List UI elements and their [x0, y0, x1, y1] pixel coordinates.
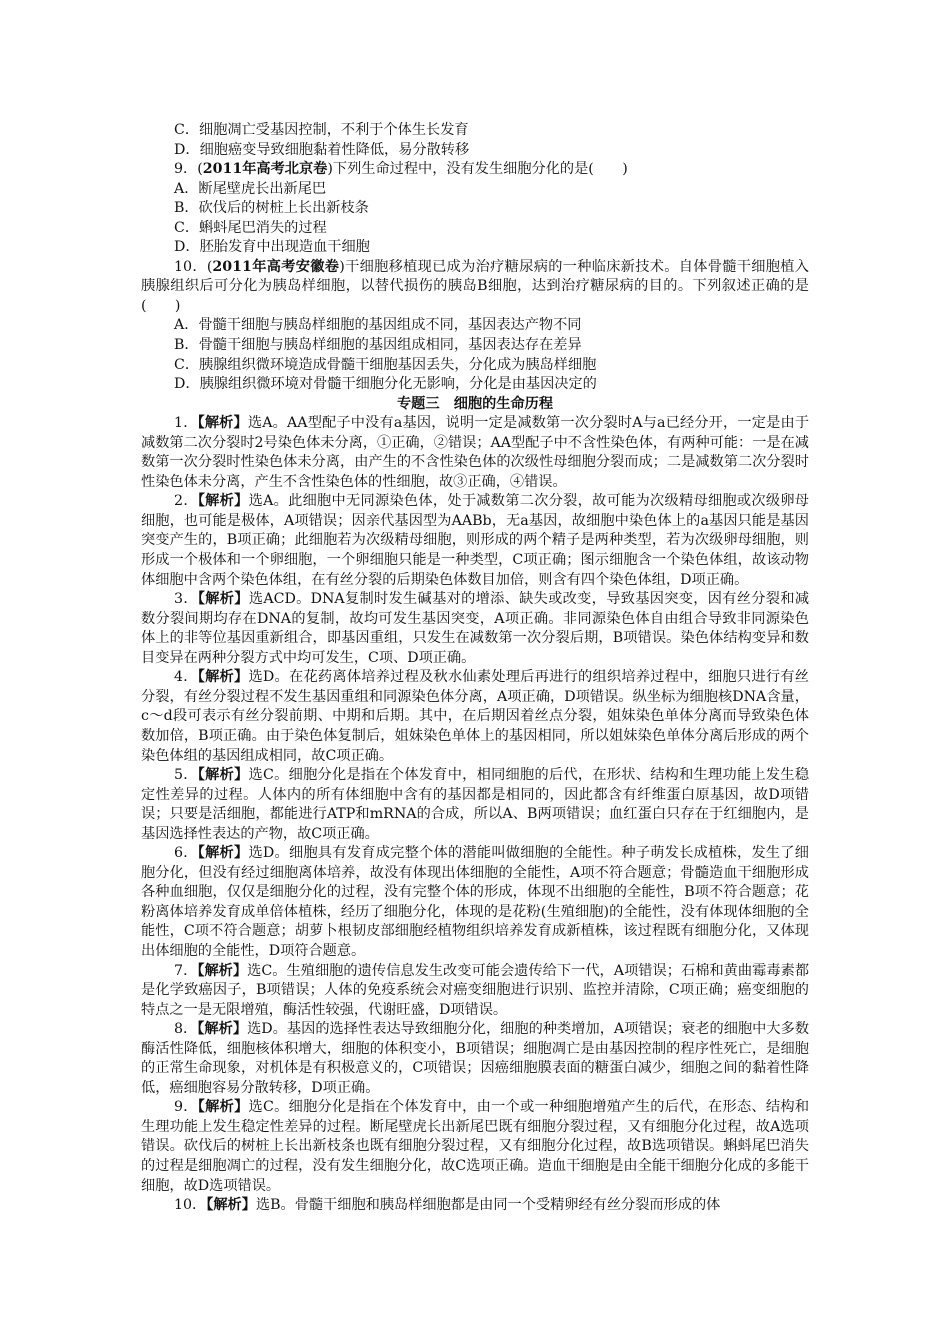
answer-10 — [141, 1196, 809, 1216]
answer-text: 选D。基因的选择性表达导致细胞分化，细胞的种类增加，A项错误；衰老的细胞中大多数酶活性降低，细胞核体积增大，细胞的体积变小，B项错误；细胞凋亡是由基因控制的程序性死亡，是细胞的正常生命现象，对机体是有积极意义的，C项错误；因癌细胞膜表面的糖蛋白减少，细胞之间的黏着性降低，癌细胞容易分散转移，D项正确。 — [141, 1021, 810, 1096]
q9-pre: 9．( — [174, 161, 203, 178]
q9-option-a: A．断尾壁虎长出新尾巴 — [174, 180, 327, 197]
question-9-stem — [141, 160, 809, 180]
answer-5 — [141, 766, 809, 844]
answer-text: 选A。此细胞中无同源染色体，处于减数第二次分裂，故可能为次级精母细胞或次级卵母细胞，也可能是极体，A项错误；因亲代基因型为AABb，无a基因，故细胞中染色体上的a基因只能是基因突变产生的，B项正确；此细胞若为次级精母细胞，则形成的两个精子是两种类型，若为次级卵母细胞，则形成一个极体和一个卵细胞，一个卵细胞只能是一种类型，C项正确；图示细胞含一个染色体组，故该动物体细胞中含两个染色体组，在有丝分裂的后期染色体数目加倍，则含有四个染色体组，D项正确。 — [141, 493, 809, 588]
analysis-label: 【解析】 — [206, 1197, 256, 1214]
answer-number: 2． — [174, 493, 198, 510]
analysis-label: 【解析】 — [197, 767, 249, 784]
document-page — [141, 121, 809, 1216]
q8-option-d: D．细胞癌变导致细胞黏着性降低，易分散转移 — [174, 141, 470, 158]
answer-4 — [141, 668, 809, 766]
answer-text: 选C。细胞分化是指在个体发育中，相同细胞的后代，在形状、结构和生理功能上发生稳定性差异的过程。人体内的所有体细胞中含有的基因都是相同的，因此都含有纤维蛋白原基因，故D项错误；只要是活细胞，都能进行ATP和mRNA的合成，所以A、B两项错误；血红蛋白只存在于红细胞内，是基因选择性表达的产物，故C项正确。 — [141, 767, 810, 842]
q10-option-a: A．骨髓干细胞与胰岛样细胞的基因组成不同，基因表达产物不同 — [174, 317, 582, 334]
answer-1 — [141, 414, 809, 492]
answer-number: 6． — [174, 845, 198, 862]
answer-number: 1． — [174, 415, 198, 432]
analysis-label: 【解析】 — [197, 415, 248, 432]
q9-source: 2011年高考北京卷 — [202, 161, 328, 178]
answer-text: 选D。在花药离体培养过程及秋水仙素处理后再进行的组织培养过程中，细胞只进行有丝分裂，有丝分裂过程不发生基因重组和同源染色体分离，A项正确，D项错误。纵坐标为细胞核DNA含量，c～d段可表示有丝分裂前期、中期和后期。其中，在后期因着丝点分裂，姐妹染色单体分离而导致染色体数加倍，B项正确。由于染色体复制后，姐妹染色单体上的基因相同，所以姐妹染色单体分离后形成的两个染色体组的基因组成相同，故C项正确。 — [141, 669, 809, 764]
analysis-label: 【解析】 — [197, 1099, 249, 1116]
answer-number: 9． — [174, 1099, 198, 1116]
answer-3 — [141, 590, 809, 668]
answer-6 — [141, 844, 809, 961]
q10-option-b: B．骨髓干细胞与胰岛样细胞的基因组成相同，基因表达存在差异 — [174, 337, 582, 354]
answer-text: 选C。细胞分化是指在个体发育中，由一个或一种细胞增殖产生的后代，在形态、结构和生理功能上发生稳定性差异的过程。断尾壁虎长出新尾巴既有细胞分裂过程，又有细胞分化过程，故A选项错误。砍伐后的树桩上长出新枝条也既有细胞分裂过程，又有细胞分化过程，故B选项错误。蝌蚪尾巴消失的过程是细胞凋亡的过程，没有发生细胞分化，故C选项正确。造血干细胞是由全能干细胞分化成的多能干细胞，故D选项错误。 — [141, 1099, 810, 1194]
q10-post: )干细胞移植现已成为治疗糖尿病的一种临床新技术。自体骨髓干细胞植入胰腺组织后可分化为胰岛样细胞，以替代损伤的胰岛B细胞，达到治疗糖尿病的目的。下列叙述正确的是( ) — [141, 258, 809, 314]
answer-number: 4． — [174, 669, 198, 686]
answer-text: 选B。骨髓干细胞和胰岛样细胞都是由同一个受精卵经有丝分裂而形成的体 — [255, 1197, 721, 1214]
analysis-label: 【解析】 — [197, 845, 249, 862]
answer-9 — [141, 1098, 809, 1196]
analysis-label: 【解析】 — [197, 493, 249, 510]
q10-option-c: C．胰腺组织微环境造成骨髓干细胞基因丢失，分化成为胰岛样细胞 — [174, 356, 597, 373]
answer-7 — [141, 962, 809, 1021]
answer-number: 8． — [174, 1021, 198, 1038]
answer-text: 选A。AA型配子中没有a基因，说明一定是减数第一次分裂时A与a已经分开，一定是由于减数第二次分裂时2号染色体未分离，①正确，②错误；AA型配子中不含性染色体，有两种可能：一是在减数第一次分裂时性染色体未分离，由产生的不含性染色体的次级性母细胞分裂而成；二是减数第二次分裂时性染色体未分离，产生不含性染色体的性细胞，故③正确，④错误。 — [141, 415, 810, 490]
analysis-label: 【解析】 — [197, 1021, 248, 1038]
answer-text: 选ACD。DNA复制时发生碱基对的增添、缺失或改变，导致基因突变，因有丝分裂和减数分裂间期均存在DNA的复制，故均可发生基因突变，A项正确。非同源染色体自由组合导致非同源染色体上的非等位基因重新组合，即基因重组，只发生在减数第一次分裂后期，B项错误。染色体结构变异和数目变异在两种分裂方式中均可发生，C项、D项正确。 — [141, 591, 810, 666]
q9-option-c: C．蝌蚪尾巴消失的过程 — [174, 219, 327, 236]
q10-source: 2011年高考安徽卷 — [212, 258, 340, 275]
q10-option-d: D．胰腺组织微环境对骨髓干细胞分化无影响，分化是由基因决定的 — [174, 376, 597, 393]
analysis-label: 【解析】 — [197, 591, 249, 608]
answer-number: 5． — [174, 767, 198, 784]
answer-number: 3． — [174, 591, 198, 608]
answer-number: 10． — [174, 1197, 207, 1214]
answer-text: 选C。生殖细胞的遗传信息发生改变可能会遗传给下一代，A项错误；石棉和黄曲霉毒素都是化学致癌因子，B项错误；人体的免疫系统会对癌变细胞进行识别、监控并清除，C项正确；癌变细胞的特点之一是无限增殖，酶活性较强，代谢旺盛，D项错误。 — [141, 962, 810, 1018]
q8-option-c: C．细胞凋亡受基因控制，不利于个体生长发育 — [174, 122, 469, 138]
q9-post: )下列生命过程中，没有发生细胞分化的是( ) — [327, 161, 628, 178]
analysis-label: 【解析】 — [197, 962, 248, 979]
q9-option-b: B．砍伐后的树桩上长出新枝条 — [174, 200, 369, 217]
answer-text: 选D。细胞具有发育成完整个体的潜能叫做细胞的全能性。种子萌发长成植株，发生了细胞分化，但没有经过细胞离体培养，故没有体现出体细胞的全能性，A项不符合题意；骨髓造血干细胞形成各种血细胞，仅仅是细胞分化的过程，没有完整个体的形成，体现不出细胞的全能性，B项不符合题意；花粉离体培养发育成单倍体植株，经历了细胞分化，体现的是花粉(生殖细胞)的全能性，没有体现体细胞的全能性，C项不符合题意；胡萝卜根韧皮部细胞经植物组织培养发育成新植株，该过程既有细胞分化，又体现出体细胞的全能性，D项符合题意。 — [141, 845, 809, 959]
section-title: 专题三 细胞的生命历程 — [396, 395, 554, 412]
answer-number: 7． — [174, 962, 198, 979]
analysis-label: 【解析】 — [197, 669, 249, 686]
question-10-stem — [141, 258, 809, 317]
answer-2 — [141, 492, 809, 590]
answer-8 — [141, 1020, 809, 1098]
q9-option-d: D．胚胎发育中出现造血干细胞 — [174, 239, 370, 256]
q10-pre: 10．( — [174, 258, 213, 275]
